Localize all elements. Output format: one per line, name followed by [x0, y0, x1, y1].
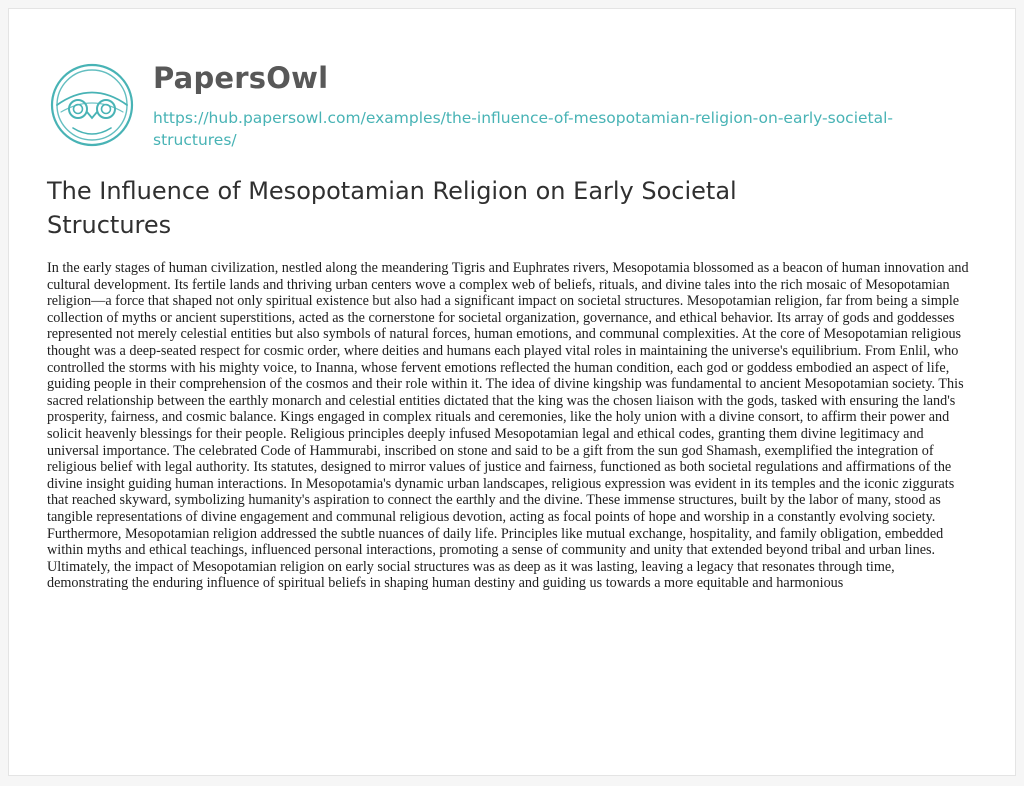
page-title: The Influence of Mesopotamian Religion on Early Societal Structures — [47, 177, 737, 239]
logo — [47, 60, 167, 150]
brand-name: PapersOwl — [153, 61, 329, 95]
owl-eyes-icon — [47, 60, 137, 150]
essay-body: In the early stages of human civilization, nestled along the meandering Tigris and Euphrates rivers, Mesopotamia blossomed as a beacon of human innovation and cultural development. Its fertile lands and thriving urban centers wove a complex web of beliefs, rituals, and divine tales into the rich mosaic of Mesopotamian religion—a force that shaped not only spiritual existence but also had a significant impact on societal structures. Mesopotamian religion, far from being a simple collection of myths or ancient superstitions, acted as the cornerstone for societal organization, governance, and ethical behavior. Its array of gods and goddesses represented not merely celestial entities but also symbols of natural forces, human emotions, and communal complexities. At the core of Mesopotamian religious thought was a deep-seated respect for cosmic order, where deities and humans each played vital roles in maintaining the universe's equilibrium. From Enlil, who controlled the storms with his mighty voice, to Inanna, whose fervent emotions reflected the human condition, each god or goddess embodied an aspect of life, guiding people in their comprehension of the cosmos and their role within it. The idea of divine kingship was fundamental to ancient Mesopotamian society. This sacred relationship between the earthly monarch and celestial entities dictated that the king was the chosen liaison with the gods, tasked with ensuring the land's prosperity, fairness, and cosmic balance. Kings engaged in complex rituals and ceremonies, like the holy union with a divine consort, to affirm their power and solicit heavenly blessings for their people. Religious principles deeply infused Mesopotamian legal and ethical codes, granting them divine legitimacy and universal importance. The celebrated Code of Hammurabi, inscribed on stone and said to be a gift from the sun god Shamash, exemplified the integration of religious belief with legal authority. Its statutes, designed to mirror values of justice and fairness, functioned as both societal regulations and affirmations of the divine insight guiding human interactions. In Mesopotamia's dynamic urban landscapes, religious expression was evident in its temples and the iconic ziggurats that reached skyward, symbolizing humanity's aspiration to connect the earthly and the divine. These immense structures, built by the labor of many, stood as tangible representations of divine engagement and communal religious devotion, acting as focal points of hope and worship in a constantly evolving society. Furthermore, Mesopotamian religion addressed the subtle nuances of daily life. Principles like mutual exchange, hospitality, and family obligation, embedded within myths and ethical teachings, influenced personal interactions, promoting a sense of community and unity that extended beyond tribal and urban lines. Ultimately, the impact of Mesopotamian religion on early social structures was as deep as it was lasting, leaving a legacy that resonates through time, demonstrating the enduring influence of spiritual beliefs in shaping human destiny and guiding us towards a more equitable and harmonious — [47, 260, 969, 592]
source-url-link[interactable]: https://hub.papersowl.com/examples/the-influence-of-mesopotamian-religion-on-early-societal-structures/ — [153, 109, 894, 149]
